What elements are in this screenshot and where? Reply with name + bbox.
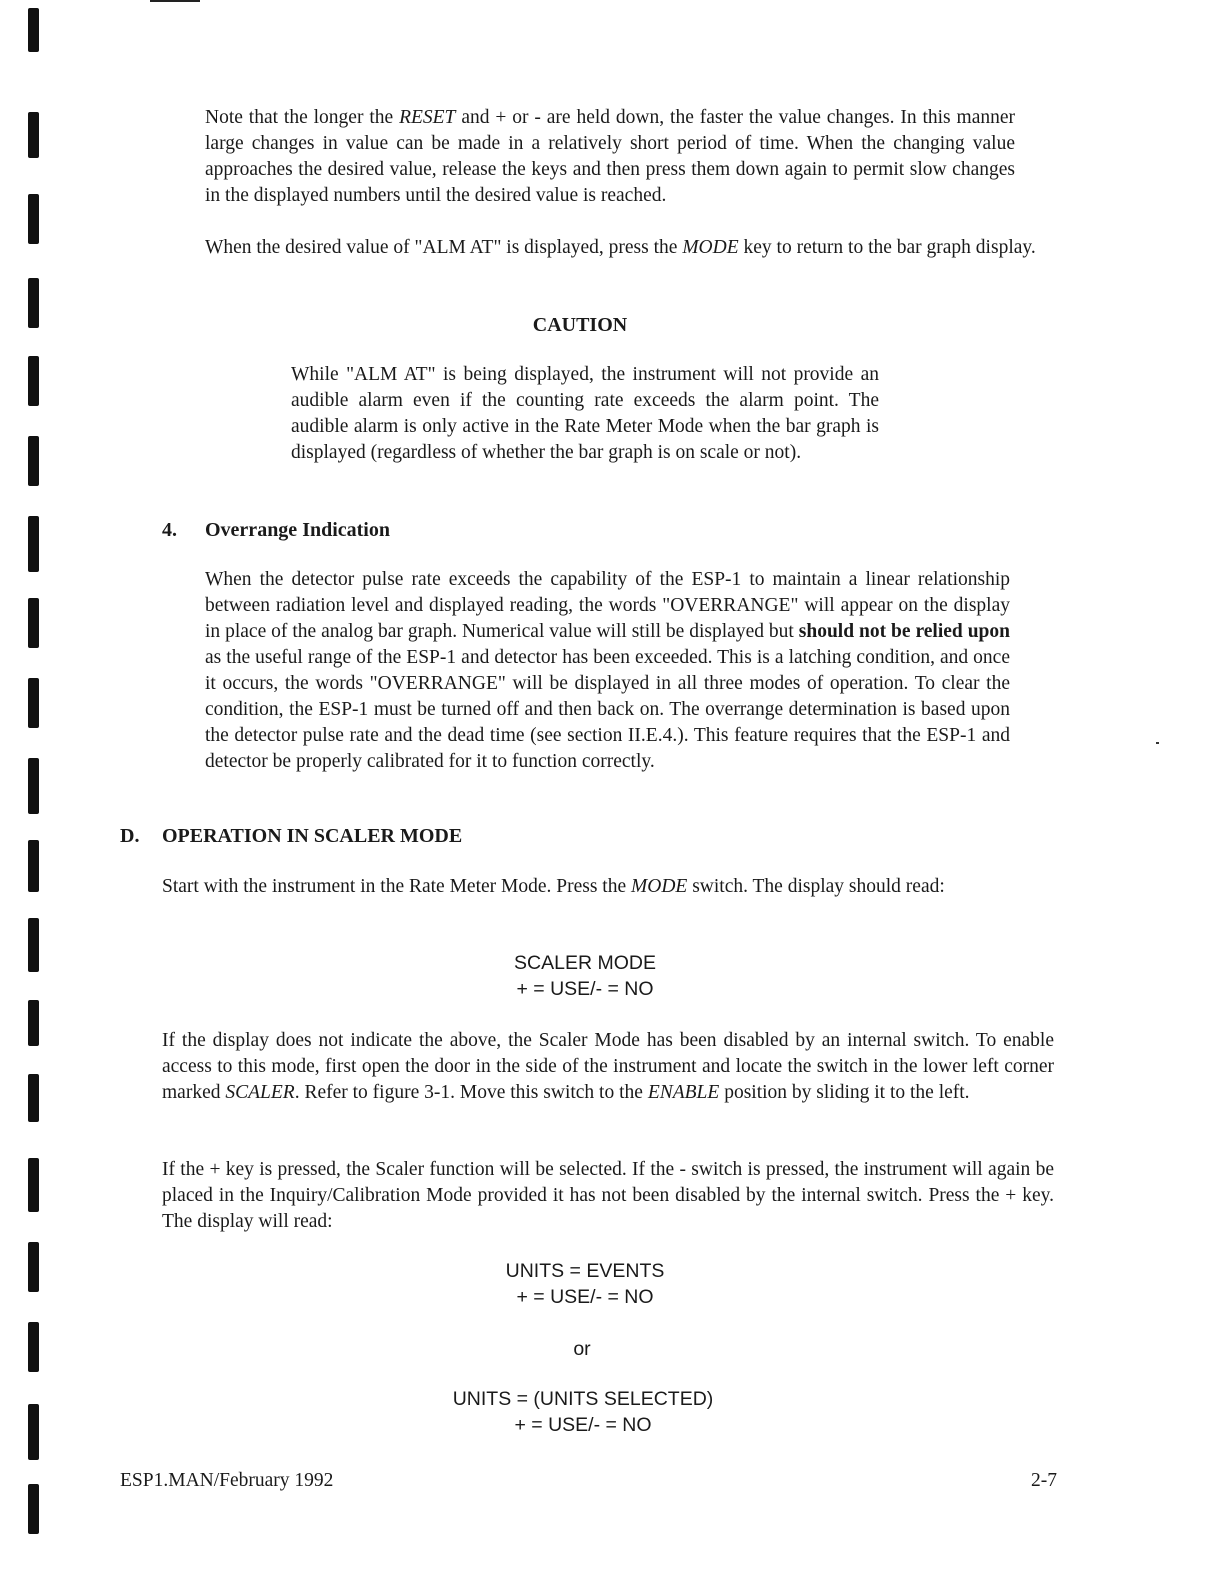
disabled-text-1: If the display does not indicate the above, the Scaler Mode has been disabled by an internal switch. To enable access to this mode, first open the door in the side of the instrument and locate the switch in the lower left corner marked bbox=[162, 1030, 1054, 1103]
disabled-paragraph bbox=[162, 1028, 1054, 1106]
start-paragraph bbox=[162, 874, 1062, 900]
binder-mark bbox=[28, 918, 39, 972]
or-separator: or bbox=[573, 1338, 591, 1360]
reset-text-1: Note that the longer the bbox=[205, 107, 400, 128]
binder-mark bbox=[28, 194, 39, 244]
overrange-paragraph bbox=[205, 567, 1010, 775]
binder-mark bbox=[28, 1000, 39, 1046]
display-line: SCALER MODE bbox=[514, 952, 656, 974]
mode-text-1: When the desired value of "ALM AT" is displayed, press the bbox=[205, 237, 683, 258]
display-line: + = USE/- = NO bbox=[514, 1414, 652, 1436]
top-rule bbox=[150, 0, 200, 2]
section-d-letter: D. bbox=[120, 825, 140, 847]
start-mode-label: MODE bbox=[631, 876, 688, 897]
binder-mark bbox=[28, 436, 39, 486]
section-4-number: 4. bbox=[162, 519, 177, 541]
paragraph-reset bbox=[205, 105, 1015, 209]
caution-title: CAUTION bbox=[532, 314, 628, 336]
binder-mark bbox=[28, 278, 39, 328]
binder-mark bbox=[28, 758, 39, 814]
section-d-title: OPERATION IN SCALER MODE bbox=[162, 825, 463, 847]
binder-mark bbox=[28, 1322, 39, 1372]
binder-mark bbox=[28, 8, 39, 52]
binder-mark bbox=[28, 1074, 39, 1122]
display-units-events bbox=[385, 1258, 785, 1310]
display-scaler-mode bbox=[385, 950, 785, 1002]
disabled-text-2: . Refer to figure 3-1. Move this switch to the bbox=[294, 1082, 648, 1103]
footer-document-id: ESP1.MAN/February 1992 bbox=[120, 1470, 334, 1491]
overrange-warning: should not be relied upon bbox=[798, 621, 1010, 642]
binder-mark bbox=[28, 598, 39, 648]
disabled-text-3: position by sliding it to the left. bbox=[719, 1082, 970, 1103]
overrange-text-2: as the useful range of the ESP-1 and detector has been exceeded. This is a latching condition, and once it occurs, the words "OVERRANGE" will be displayed in all three modes of operation. To clear the condition, the ESP-1 must be turned off and then back on. The overrange determination is based upon the detector pulse rate and the dead time (see section II.E.4.). This feature requires that the ESP-1 and detector be properly calibrated for it to function correctly. bbox=[205, 647, 1010, 772]
stray-dot bbox=[1156, 742, 1159, 744]
reset-text-2: and + or - are held down, the faster the value changes. In this manner large changes in value can be made in a relatively short period of time. When the changing value approaches the desired value, release the keys and then press them down again to permit slow changes in the displayed numbers until the desired value is reached. bbox=[205, 107, 1016, 206]
start-text-1: Start with the instrument in the Rate Meter Mode. Press the bbox=[162, 876, 631, 897]
display-units-selected bbox=[383, 1386, 783, 1438]
binder-mark bbox=[28, 840, 39, 892]
binder-mark bbox=[28, 112, 39, 158]
paragraph-mode bbox=[205, 235, 1051, 261]
scaler-switch-label: SCALER bbox=[225, 1082, 295, 1103]
start-text-2: switch. The display should read: bbox=[687, 876, 945, 897]
binder-mark bbox=[28, 356, 39, 406]
binder-mark bbox=[28, 1242, 39, 1292]
binder-mark bbox=[28, 1158, 39, 1212]
enable-position-label: ENABLE bbox=[647, 1082, 720, 1103]
section-4-title: Overrange Indication bbox=[205, 519, 390, 541]
display-line: + = USE/- = NO bbox=[516, 1286, 654, 1308]
reset-key-label: RESET bbox=[399, 107, 456, 128]
display-line: + = USE/- = NO bbox=[516, 978, 654, 1000]
plus-key-paragraph: If the + key is pressed, the Scaler function will be selected. If the - switch is pressed, the instrument will again be placed in the Inquiry/Calibration Mode provided it has not been disabled by the internal switch. Press the + key. The display will read: bbox=[162, 1159, 1054, 1232]
mode-key-label: MODE bbox=[682, 237, 739, 258]
binder-mark bbox=[28, 516, 39, 572]
footer-page-number: 2-7 bbox=[1031, 1470, 1057, 1491]
overrange-text-1: When the detector pulse rate exceeds the capability of the ESP-1 to maintain a linear relationship between radiation level and displayed reading, the words "OVERRANGE" will appear on the display in place of the analog bar graph. Numerical value will still be displayed but bbox=[205, 569, 1010, 642]
display-line: UNITS = (UNITS SELECTED) bbox=[452, 1388, 714, 1410]
mode-text-2: key to return to the bar graph display. bbox=[738, 237, 1036, 258]
binder-mark bbox=[28, 1404, 39, 1460]
caution-text: While "ALM AT" is being displayed, the instrument will not provide an audible alarm even if the counting rate exceeds the alarm point. The audible alarm is only active in the Rate Meter Mode when the bar graph is displayed (regardless of whether the bar graph is on scale or not). bbox=[291, 364, 879, 463]
binder-mark bbox=[28, 678, 39, 728]
binder-mark bbox=[28, 1484, 39, 1534]
display-line: UNITS = EVENTS bbox=[505, 1260, 665, 1282]
